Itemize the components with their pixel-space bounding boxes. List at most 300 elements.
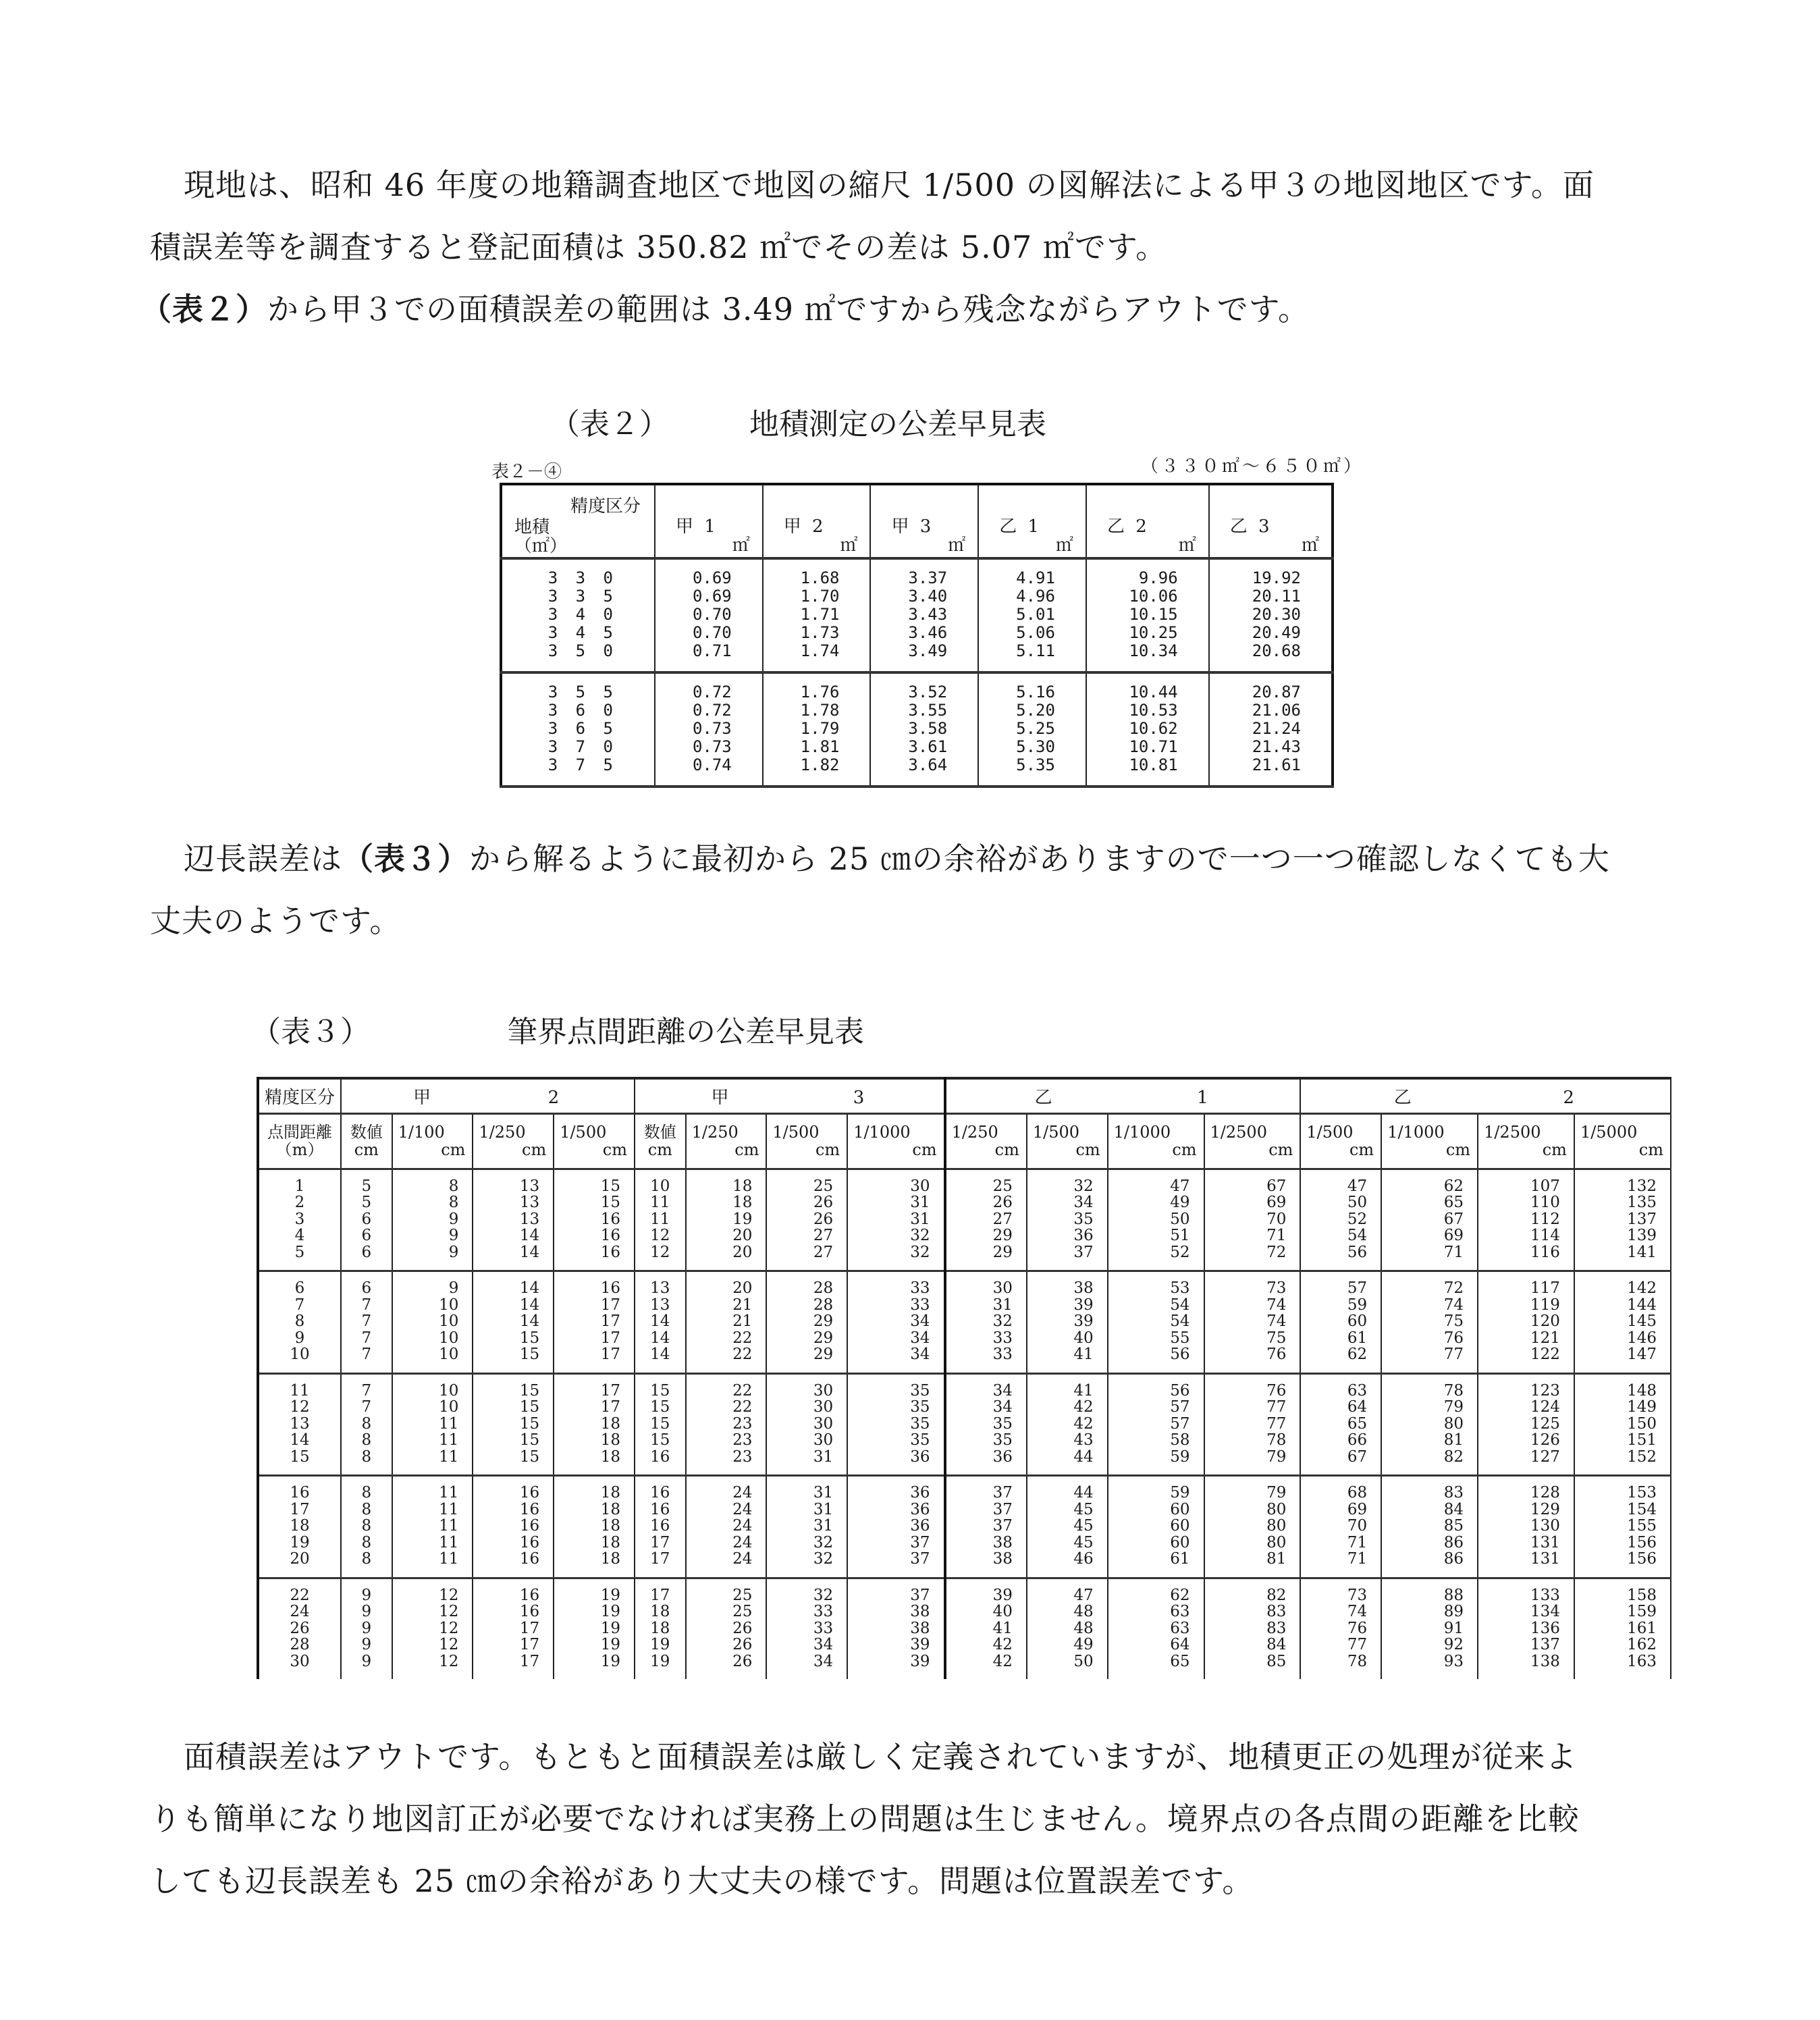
tolerance-value: 5.11 — [1016, 641, 1055, 660]
tolerance-value: 12 — [439, 1619, 459, 1637]
table3-tolerance-cell — [1027, 1476, 1108, 1578]
table2-tolerance-cell — [1086, 558, 1209, 672]
tolerance-value: 33 — [910, 1279, 930, 1297]
tolerance-value: 33 — [992, 1346, 1013, 1363]
table3-tolerance-cell — [847, 1578, 944, 1679]
table3-tolerance-cell — [1204, 1271, 1301, 1374]
tolerance-value: 5.06 — [1016, 623, 1055, 642]
tolerance-value: 3.37 — [908, 568, 948, 587]
table3-tolerance-cell — [1381, 1578, 1478, 1679]
tolerance-value: 81 — [1443, 1431, 1464, 1449]
table3-tolerance-cell — [1204, 1578, 1301, 1679]
table3-tolerance-cell — [392, 1169, 473, 1271]
tolerance-value: 9 — [448, 1279, 459, 1297]
area-value: 3 6 0 — [547, 701, 617, 720]
tolerance-value: 37 — [910, 1550, 930, 1568]
tolerance-value: 32 — [813, 1533, 834, 1551]
table3-scale-header: 1/100 cm — [392, 1113, 473, 1169]
tolerance-value: 50 — [1170, 1210, 1190, 1228]
distance-value: 4 — [294, 1227, 305, 1244]
table2-tolerance-cell — [1086, 672, 1209, 787]
tolerance-value: 8 — [448, 1194, 459, 1211]
table3-tolerance-cell — [1108, 1169, 1204, 1271]
table3-tolerance-cell — [945, 1271, 1027, 1374]
table2-row-block — [501, 672, 1333, 787]
tolerance-value: 37 — [910, 1533, 930, 1551]
tolerance-value: 112 — [1530, 1210, 1560, 1228]
tolerance-value: 48 — [1073, 1603, 1094, 1620]
table3-tolerance-cell — [1381, 1476, 1478, 1578]
tolerance-value: 31 — [910, 1210, 930, 1228]
tolerance-value: 45 — [1073, 1500, 1094, 1518]
tolerance-value: 47 — [1170, 1177, 1190, 1195]
table3-caption-label: （表３） — [251, 1015, 370, 1049]
tolerance-value: 15 — [519, 1447, 540, 1466]
tolerance-value: 32 — [992, 1312, 1013, 1330]
tolerance-value: 43 — [1073, 1431, 1094, 1449]
area-value: 3 4 0 — [547, 605, 617, 624]
tolerance-value: 76 — [1347, 1619, 1368, 1637]
tolerance-value: 22 — [732, 1346, 753, 1363]
table2-tolerance-cell — [978, 558, 1086, 672]
tolerance-value: 16 — [650, 1500, 670, 1518]
tolerance-value: 86 — [1443, 1533, 1464, 1551]
tolerance-value: 126 — [1530, 1431, 1560, 1449]
tolerance-value: 57 — [1347, 1279, 1368, 1297]
distance-value: 18 — [290, 1517, 310, 1535]
table2-col-header: 乙 2 ㎡ — [1086, 484, 1209, 558]
table3-tolerance-cell — [686, 1271, 767, 1374]
table3-distance-cell — [258, 1373, 341, 1476]
tolerance-value: 10 — [439, 1329, 459, 1347]
table2-tolerance-cell — [870, 672, 978, 787]
table3-row-block — [258, 1271, 1671, 1374]
tolerance-value: 84 — [1266, 1636, 1287, 1653]
edge-line-2: 丈夫のようです。 — [150, 903, 402, 939]
table3-tolerance-cell — [766, 1578, 847, 1679]
tolerance-value: 15 — [519, 1414, 540, 1433]
tolerance-value: 16 — [650, 1517, 670, 1535]
table3-tolerance-cell — [635, 1373, 686, 1476]
tolerance-value: 3.58 — [908, 719, 948, 738]
tolerance-value: 19 — [650, 1652, 670, 1670]
intro-line-3: から甲３での面積誤差の範囲は 3.49 ㎡ですから残念ながらアウトです。 — [267, 291, 1310, 327]
table3-tolerance-cell — [554, 1476, 635, 1578]
tolerance-value: 14 — [650, 1329, 670, 1347]
tolerance-value: 82 — [1266, 1586, 1287, 1604]
tolerance-value: 9 — [361, 1652, 372, 1670]
table3-distance-cell — [258, 1476, 341, 1578]
tolerance-value: 1.73 — [800, 623, 840, 642]
tolerance-value: 31 — [813, 1484, 834, 1501]
tolerance-value: 36 — [910, 1484, 930, 1501]
tolerance-value: 15 — [519, 1346, 540, 1363]
tolerance-value: 40 — [992, 1603, 1013, 1620]
table2-tolerance-cell — [978, 672, 1086, 787]
table2-caption-label: （表２） — [550, 407, 669, 442]
tolerance-value: 12 — [439, 1586, 459, 1604]
table3-scale-header: 1/500 cm — [554, 1113, 635, 1169]
tolerance-value: 18 — [600, 1550, 620, 1568]
tolerance-value: 36 — [910, 1500, 930, 1518]
distance-value: 30 — [290, 1652, 310, 1670]
tolerance-value: 39 — [910, 1652, 930, 1670]
tolerance-value: 11 — [439, 1431, 459, 1449]
distance-value: 2 — [294, 1194, 305, 1211]
tolerance-value: 12 — [439, 1652, 459, 1670]
tolerance-value: 42 — [1073, 1414, 1094, 1433]
tolerance-value: 139 — [1627, 1227, 1657, 1244]
tolerance-value: 163 — [1627, 1652, 1657, 1670]
tolerance-value: 11 — [439, 1517, 459, 1535]
table3-scale-header: 1/1000 cm — [847, 1113, 944, 1169]
tolerance-value: 21.61 — [1252, 755, 1301, 774]
table3-tolerance-cell — [473, 1578, 554, 1679]
edge-line-1a: 辺長誤差は — [184, 841, 342, 877]
tolerance-value: 78 — [1266, 1431, 1287, 1449]
tolerance-value: 16 — [600, 1279, 620, 1297]
distance-value: 20 — [290, 1550, 310, 1568]
tolerance-value: 1.68 — [800, 568, 840, 587]
tolerance-value: 76 — [1266, 1346, 1287, 1363]
tolerance-value: 60 — [1170, 1517, 1190, 1535]
tolerance-value: 34 — [813, 1652, 834, 1670]
tolerance-value: 48 — [1073, 1619, 1094, 1637]
tolerance-value: 92 — [1443, 1636, 1464, 1653]
tolerance-value: 3.64 — [908, 755, 948, 774]
table3-tolerance-cell — [1108, 1373, 1204, 1476]
tolerance-value: 17 — [650, 1586, 670, 1604]
tolerance-value: 12 — [650, 1243, 670, 1261]
tolerance-value: 39 — [910, 1636, 930, 1653]
tolerance-value: 18 — [650, 1619, 670, 1637]
tolerance-value: 20.11 — [1252, 587, 1301, 606]
tolerance-value: 75 — [1443, 1312, 1464, 1330]
tolerance-value: 35 — [910, 1414, 930, 1433]
table3-tolerance-cell — [341, 1373, 392, 1476]
tolerance-value: 10 — [650, 1177, 670, 1195]
tolerance-value: 9 — [448, 1243, 459, 1261]
intro-line-2: 積誤差等を調査すると登記面積は 350.82 ㎡でその差は 5.07 ㎡です。 — [150, 229, 1168, 265]
table3-tolerance-cell — [554, 1169, 635, 1271]
tolerance-value: 8 — [448, 1177, 459, 1195]
tolerance-value: 15 — [650, 1398, 670, 1416]
tolerance-value: 0.69 — [692, 568, 732, 587]
table3-tolerance-cell — [635, 1169, 686, 1271]
tolerance-value: 3.40 — [908, 587, 948, 606]
tolerance-value: 67 — [1443, 1210, 1464, 1228]
tolerance-value: 10.44 — [1129, 683, 1178, 701]
tolerance-value: 26 — [732, 1636, 753, 1653]
tolerance-value: 73 — [1347, 1586, 1368, 1604]
tolerance-value: 62 — [1443, 1177, 1464, 1195]
tolerance-value: 8 — [361, 1517, 372, 1535]
table3-tolerance-cell — [1381, 1271, 1478, 1374]
distance-value: 24 — [290, 1603, 310, 1620]
area-value: 3 7 5 — [547, 755, 617, 774]
table3-tolerance-cell — [1027, 1373, 1108, 1476]
tolerance-value: 78 — [1347, 1652, 1368, 1670]
tolerance-value: 130 — [1530, 1517, 1560, 1535]
tolerance-value: 18 — [600, 1517, 620, 1535]
tolerance-value: 4.96 — [1016, 587, 1055, 606]
tolerance-value: 77 — [1266, 1398, 1287, 1416]
tolerance-value: 7 — [361, 1329, 372, 1347]
tolerance-value: 1.82 — [800, 755, 840, 774]
tolerance-value: 17 — [650, 1550, 670, 1568]
tolerance-value: 38 — [992, 1550, 1013, 1568]
tolerance-value: 20 — [732, 1227, 753, 1244]
tolerance-value: 80 — [1266, 1500, 1287, 1518]
distance-value: 13 — [290, 1414, 310, 1433]
tolerance-value: 20 — [732, 1279, 753, 1297]
tolerance-value: 142 — [1627, 1279, 1657, 1297]
tolerance-value: 35 — [992, 1414, 1013, 1433]
tolerance-value: 74 — [1266, 1312, 1287, 1330]
tolerance-value: 161 — [1627, 1619, 1657, 1637]
tolerance-value: 16 — [519, 1603, 540, 1620]
tolerance-value: 8 — [361, 1533, 372, 1551]
tolerance-value: 27 — [992, 1210, 1013, 1228]
table2-tolerance-cell — [1209, 558, 1333, 672]
table2-tolerance-cell — [655, 672, 763, 787]
table3-tolerance-cell — [1027, 1271, 1108, 1374]
tolerance-value: 34 — [910, 1329, 930, 1347]
tolerance-value: 1.74 — [800, 641, 840, 660]
tolerance-value: 0.70 — [692, 623, 732, 642]
distance-value: 1 — [294, 1177, 305, 1195]
tolerance-value: 15 — [600, 1194, 620, 1211]
table3-scale-header: 1/5000 cm — [1574, 1113, 1671, 1169]
table3-scale-header: 1/250 cm — [945, 1113, 1027, 1169]
tolerance-value: 0.71 — [692, 641, 732, 660]
tolerance-value: 26 — [813, 1210, 834, 1228]
table2-tolerance-cell — [763, 558, 871, 672]
distance-value: 10 — [290, 1346, 310, 1363]
tolerance-value: 121 — [1530, 1329, 1560, 1347]
table3-distance-header: 点間距離 （m） — [258, 1113, 341, 1169]
distance-value: 28 — [290, 1636, 310, 1653]
tolerance-value: 35 — [910, 1398, 930, 1416]
tolerance-value: 9 — [448, 1210, 459, 1228]
tolerance-value: 33 — [992, 1329, 1013, 1347]
tolerance-value: 36 — [910, 1447, 930, 1466]
tolerance-value: 74 — [1443, 1296, 1464, 1314]
table3-tolerance-cell — [847, 1476, 944, 1578]
tolerance-value: 71 — [1347, 1533, 1368, 1551]
tolerance-value: 20 — [732, 1243, 753, 1261]
tolerance-value: 152 — [1627, 1447, 1657, 1466]
tolerance-value: 31 — [813, 1517, 834, 1535]
tolerance-value: 149 — [1627, 1398, 1657, 1416]
table3-tolerance-cell — [1478, 1271, 1574, 1374]
tolerance-value: 1.71 — [800, 605, 840, 624]
tolerance-value: 77 — [1443, 1346, 1464, 1363]
tolerance-value: 46 — [1073, 1550, 1094, 1568]
tolerance-value: 33 — [813, 1619, 834, 1637]
table3-scale-header: 数値 cm — [341, 1113, 392, 1169]
tolerance-value: 50 — [1073, 1652, 1094, 1670]
table3-tolerance-cell — [1300, 1271, 1381, 1374]
tolerance-value: 35 — [910, 1381, 930, 1400]
tolerance-value: 30 — [813, 1398, 834, 1416]
tolerance-value: 145 — [1627, 1312, 1657, 1330]
tolerance-value: 15 — [519, 1381, 540, 1400]
table3-tolerance-cell — [635, 1578, 686, 1679]
tolerance-value: 21 — [732, 1296, 753, 1314]
table3-tolerance-cell — [341, 1271, 392, 1374]
tolerance-value: 3.52 — [908, 683, 948, 701]
conclusion-paragraph — [150, 1726, 1703, 1912]
table3-tolerance-cell — [766, 1373, 847, 1476]
tolerance-value: 27 — [813, 1243, 834, 1261]
table3-caption-title: 筆界点間距離の公差早見表 — [508, 1015, 864, 1049]
tolerance-value: 38 — [910, 1603, 930, 1620]
table3-tolerance-cell — [1300, 1373, 1381, 1476]
tolerance-value: 32 — [1073, 1177, 1094, 1195]
tolerance-value: 14 — [650, 1346, 670, 1363]
tolerance-value: 18 — [650, 1603, 670, 1620]
tolerance-value: 62 — [1170, 1586, 1190, 1604]
tolerance-value: 107 — [1530, 1177, 1560, 1195]
tolerance-value: 41 — [992, 1619, 1013, 1637]
tolerance-value: 71 — [1266, 1227, 1287, 1244]
tolerance-value: 13 — [650, 1296, 670, 1314]
tolerance-value: 141 — [1627, 1243, 1657, 1261]
tolerance-value: 13 — [519, 1194, 540, 1211]
tolerance-value: 28 — [813, 1279, 834, 1297]
distance-value: 15 — [290, 1447, 310, 1466]
table3-group-row — [258, 1078, 1671, 1113]
tolerance-value: 84 — [1443, 1500, 1464, 1518]
tolerance-value: 16 — [519, 1586, 540, 1604]
table3-tolerance-cell — [686, 1476, 767, 1578]
tolerance-value: 9 — [448, 1227, 459, 1244]
tolerance-value: 119 — [1530, 1296, 1560, 1314]
tolerance-value: 29 — [992, 1243, 1013, 1261]
tolerance-value: 131 — [1530, 1550, 1560, 1568]
tolerance-value: 110 — [1530, 1194, 1560, 1211]
tolerance-value: 10 — [439, 1346, 459, 1363]
tolerance-value: 11 — [439, 1447, 459, 1466]
tolerance-value: 123 — [1530, 1381, 1560, 1400]
table3-tolerance-cell — [1108, 1476, 1204, 1578]
tolerance-value: 150 — [1627, 1414, 1657, 1433]
table3-row-block — [258, 1373, 1671, 1476]
tolerance-value: 37 — [992, 1484, 1013, 1501]
tolerance-value: 9 — [361, 1586, 372, 1604]
tolerance-value: 81 — [1266, 1550, 1287, 1568]
area-value: 3 3 0 — [547, 568, 617, 587]
tolerance-value: 15 — [519, 1398, 540, 1416]
table3-tolerance-cell — [847, 1271, 944, 1374]
tolerance-value: 57 — [1170, 1398, 1190, 1416]
tolerance-value: 58 — [1170, 1431, 1190, 1449]
tolerance-value: 49 — [1073, 1636, 1094, 1653]
tolerance-value: 20.68 — [1252, 641, 1301, 660]
tolerance-value: 22 — [732, 1398, 753, 1416]
tolerance-value: 16 — [650, 1484, 670, 1501]
table3-group-header: 甲 2 — [341, 1078, 635, 1113]
table2-sub-label: 表２－④ — [491, 462, 562, 482]
table2-reference: （表２） — [140, 291, 267, 327]
table3-scale-header: 1/250 cm — [686, 1113, 767, 1169]
distance-value: 6 — [294, 1279, 305, 1297]
tolerance-value: 11 — [439, 1484, 459, 1501]
table3-tolerance-cell — [1108, 1578, 1204, 1679]
tolerance-value: 18 — [600, 1431, 620, 1449]
tolerance-value: 26 — [732, 1652, 753, 1670]
table3-tolerance-cell — [341, 1476, 392, 1578]
tolerance-value: 9.96 — [1138, 568, 1178, 587]
tolerance-value: 69 — [1266, 1194, 1287, 1211]
table3-row-block — [258, 1578, 1671, 1679]
tolerance-value: 16 — [600, 1227, 620, 1244]
tolerance-value: 57 — [1170, 1414, 1190, 1433]
tolerance-value: 21.06 — [1252, 701, 1301, 720]
tolerance-value: 132 — [1627, 1177, 1657, 1195]
tolerance-value: 10.53 — [1129, 701, 1178, 720]
tolerance-value: 76 — [1443, 1329, 1464, 1347]
tolerance-value: 86 — [1443, 1550, 1464, 1568]
table3-tolerance-cell — [554, 1271, 635, 1374]
distance-value: 8 — [294, 1312, 305, 1330]
tolerance-value: 15 — [650, 1381, 670, 1400]
tolerance-value: 35 — [1073, 1210, 1094, 1228]
table3-tolerance-cell — [1204, 1169, 1301, 1271]
tolerance-value: 11 — [650, 1194, 670, 1211]
table3-tolerance-cell — [473, 1476, 554, 1578]
table3-scale-header: 数値 cm — [635, 1113, 686, 1169]
tolerance-value: 19 — [600, 1636, 620, 1653]
tolerance-value: 73 — [1266, 1279, 1287, 1297]
tolerance-value: 82 — [1443, 1447, 1464, 1466]
table2-caption-title: 地積測定の公差早見表 — [749, 407, 1046, 442]
tolerance-value: 83 — [1266, 1603, 1287, 1620]
tolerance-value: 17 — [519, 1636, 540, 1653]
table2-body — [501, 558, 1333, 787]
tolerance-value: 77 — [1347, 1636, 1368, 1653]
tolerance-value: 80 — [1266, 1517, 1287, 1535]
tolerance-value: 10.34 — [1129, 641, 1178, 660]
tolerance-value: 18 — [600, 1533, 620, 1551]
tolerance-value: 18 — [600, 1447, 620, 1466]
table2-col-header: 甲 2 ㎡ — [763, 484, 871, 558]
table2-header-row — [501, 484, 1333, 558]
tolerance-value: 60 — [1170, 1533, 1190, 1551]
tolerance-value: 88 — [1443, 1586, 1464, 1604]
tolerance-value: 5 — [361, 1194, 372, 1211]
table3-tolerance-cell — [1574, 1476, 1671, 1578]
tolerance-value: 34 — [992, 1381, 1013, 1400]
tolerance-value: 30 — [910, 1177, 930, 1195]
tolerance-value: 17 — [600, 1329, 620, 1347]
table2-row-block — [501, 558, 1333, 672]
tolerance-value: 68 — [1347, 1484, 1368, 1501]
table3-distance-cell — [258, 1578, 341, 1679]
tolerance-value: 16 — [519, 1517, 540, 1535]
tolerance-value: 10 — [439, 1312, 459, 1330]
tolerance-value: 29 — [992, 1227, 1013, 1244]
tolerance-value: 4.91 — [1016, 568, 1055, 587]
tolerance-value: 59 — [1170, 1484, 1190, 1501]
tolerance-value: 5.35 — [1016, 755, 1055, 774]
tolerance-value: 148 — [1627, 1381, 1657, 1400]
table2-range-label: （３３０㎡～６５０㎡） — [1141, 456, 1364, 477]
tolerance-value: 36 — [1073, 1227, 1094, 1244]
tolerance-value: 0.69 — [692, 587, 732, 606]
tolerance-value: 17 — [519, 1652, 540, 1670]
